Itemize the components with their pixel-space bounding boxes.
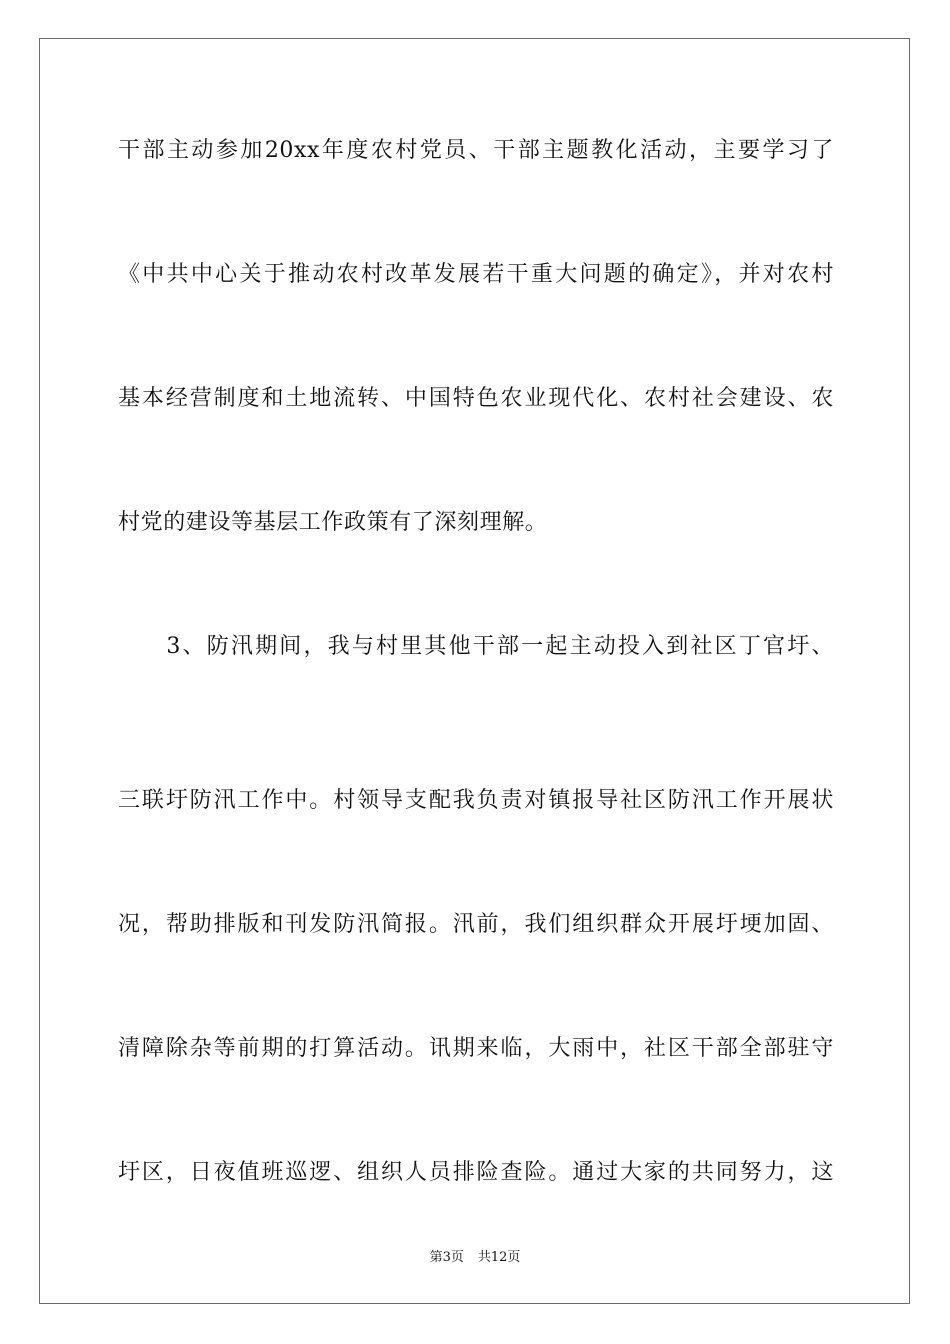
- page-footer: [0, 1250, 950, 1266]
- body-text-line-9: 圩区，日夜值班巡逻、组织人员排险查险。通过大家的共同努力，这: [118, 1160, 834, 1185]
- page-border: [39, 38, 910, 1304]
- body-text-line-7: 况，帮助排版和刊发防汛简报。汛前，我们组织群众开展圩埂加固、: [118, 912, 834, 937]
- body-text-line-4: 村党的建设等基层工作政策有了深刻理解。: [118, 510, 548, 535]
- body-text-line-2: 《中共中心关于推动农村改革发展若干重大问题的确定》，并对农村: [118, 262, 834, 287]
- body-text-line-6: 三联圩防汛工作中。村领导支配我负责对镇报导社区防汛工作开展状: [118, 788, 834, 813]
- body-text-line-1: 干部主动参加20xx年度农村党员、干部主题教化活动，主要学习了: [118, 138, 834, 163]
- page-number: 第3页: [429, 1250, 464, 1265]
- body-text-line-8: 清障除杂等前期的打算活动。讯期来临，大雨中，社区干部全部驻守: [118, 1036, 834, 1061]
- body-text-line-5: 3、防汛期间，我与村里其他干部一起主动投入到社区丁官圩、: [118, 634, 834, 659]
- page-total: 共12页: [477, 1250, 521, 1265]
- body-text-line-3: 基本经营制度和土地流转、中国特色农业现代化、农村社会建设、农: [118, 386, 834, 411]
